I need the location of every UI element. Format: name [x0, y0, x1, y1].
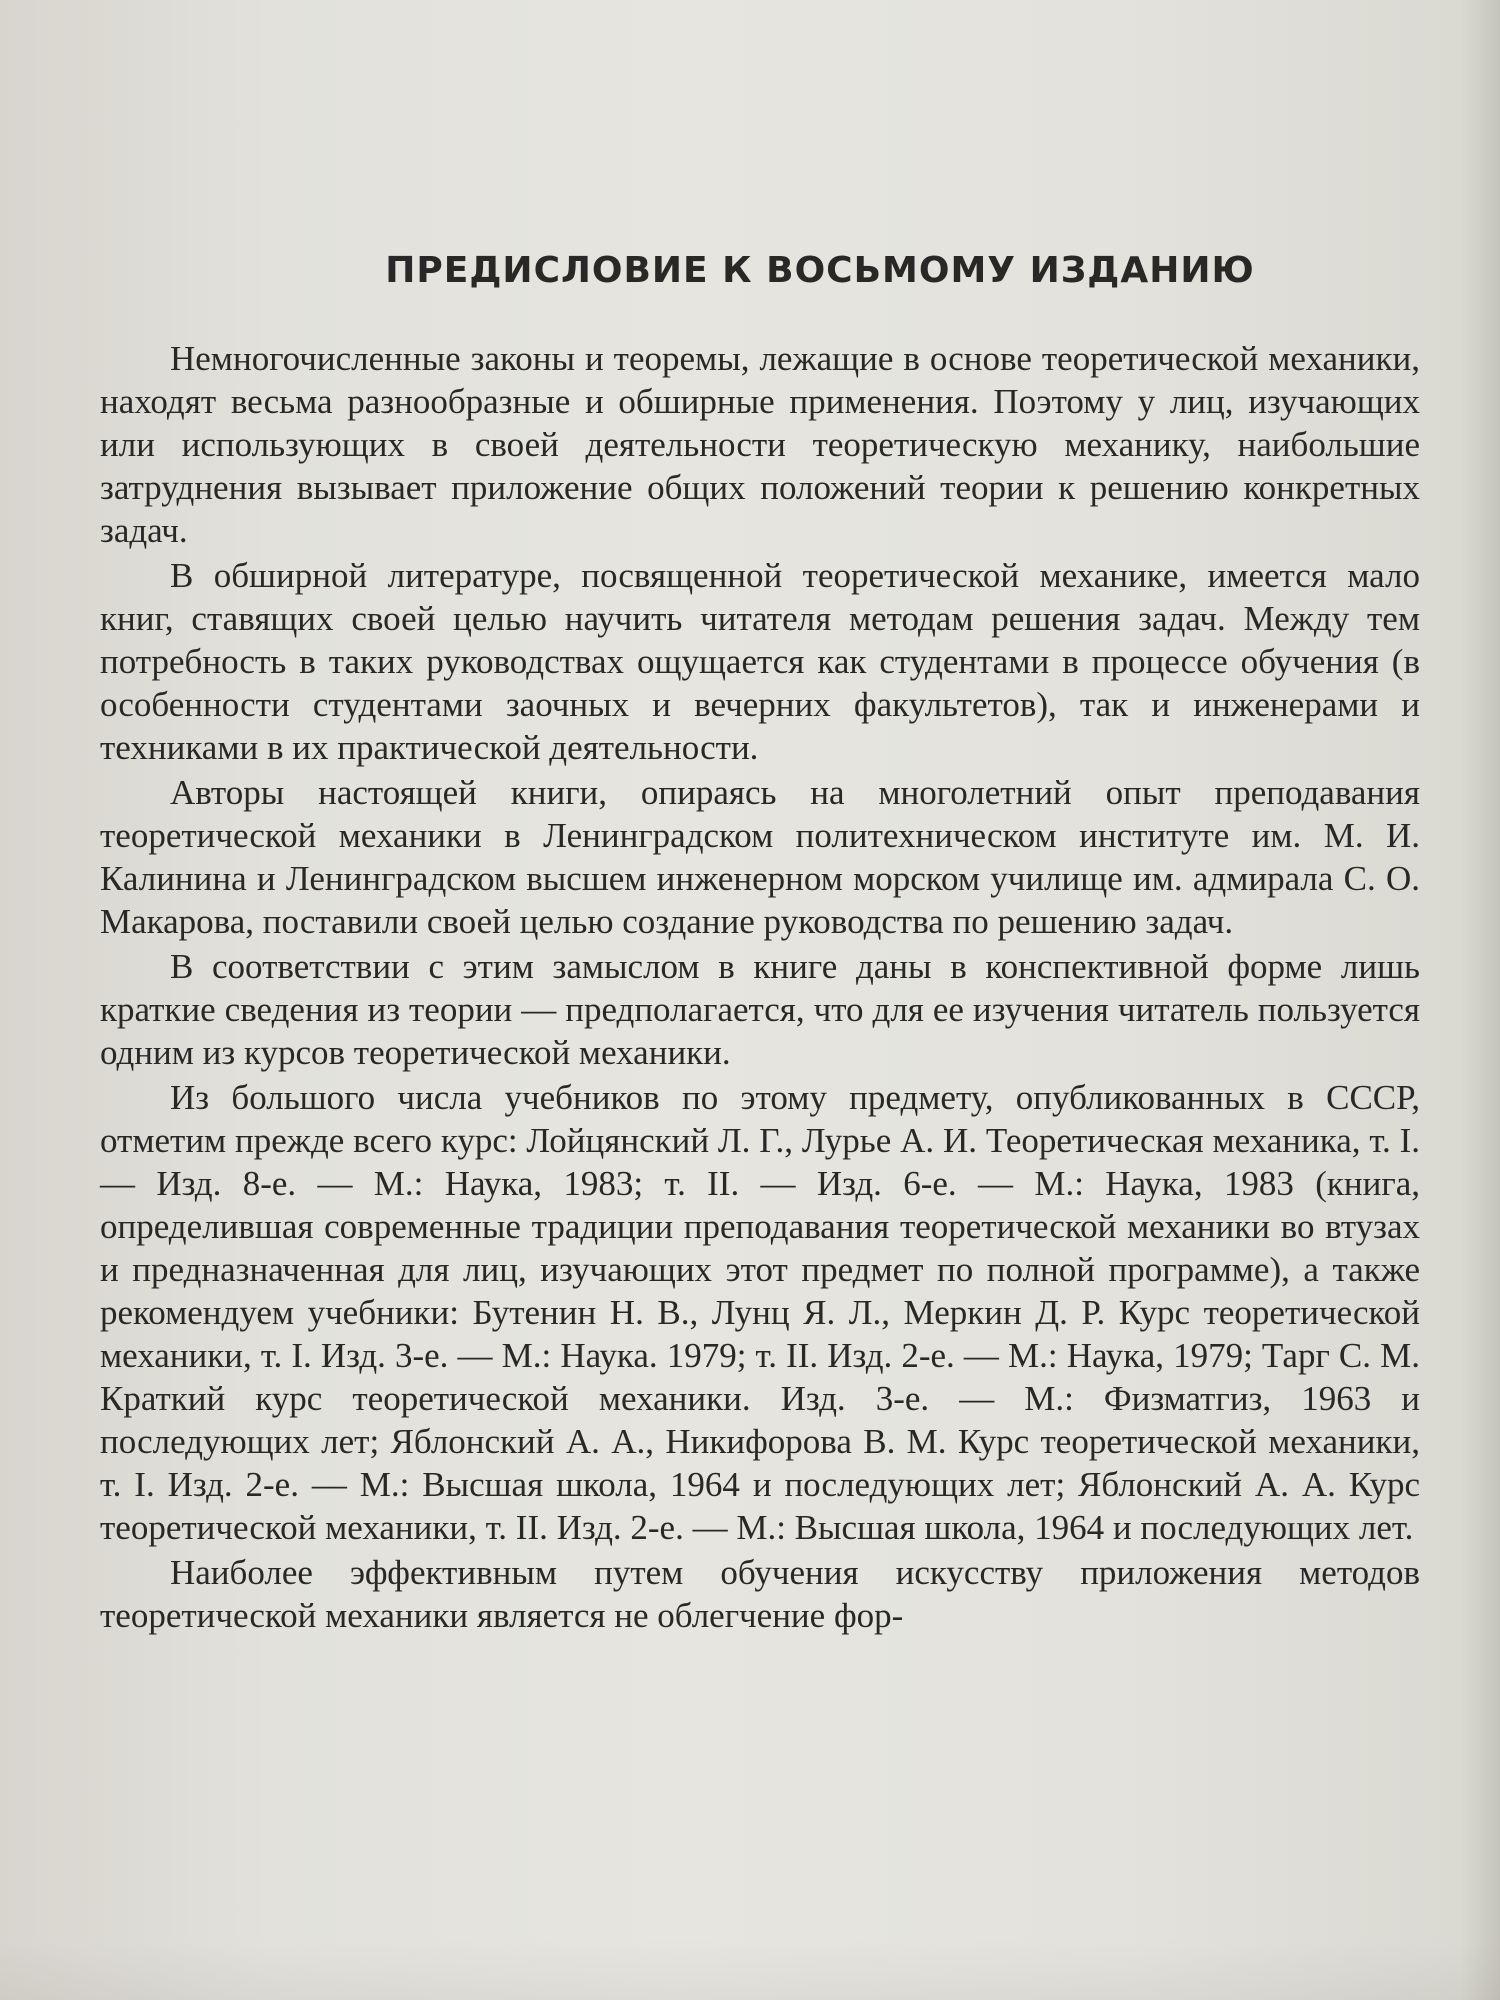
- page-text: [100, 250, 1420, 1639]
- paragraph: Авторы настоящей книги, опираясь на многолетний опыт преподавания теоретической механики в Ленинградском политехническом институте им. М. И. Калинина и Ленинградском высшем инженерном морском училище им. адмирала С. О. Макарова, поставили своей целью создание руководства по решению задач.: [100, 773, 1420, 941]
- paragraph: Наиболее эффективным путем обучения искусству приложения методов теоретической механики является не облегчение фор-: [100, 1553, 1420, 1635]
- paragraph: Немногочисленные законы и теоремы, лежащие в основе теоретической механики, находят весьма разнообразные и обширные применения. Поэтому у лиц, изучающих или использующих в своей деятельности теоретическую механику, наибольшие затруднения вызывает приложение общих положений теории к решению конкретных задач.: [100, 339, 1420, 550]
- paragraph: В соответствии с этим замыслом в книге даны в конспективной форме лишь краткие сведения из теории — предполагается, что для ее изучения читатель пользуется одним из курсов теоретической механики.: [100, 947, 1420, 1072]
- paragraph: Из большого числа учебников по этому предмету, опубликованных в СССР, отметим прежде всего курс: Лойцянский Л. Г., Лурье А. И. Теоретическая механика, т. I. — Изд. 8-е. — М.: Наука, 1983; т. II. — Изд. 6-е. — М.: Наука, 1983 (книга, определившая современные традиции преподавания теоретической механики во втузах и предназначенная для лиц, изучающих этот предмет по полной программе), а также рекомендуем учебники: Бутенин Н. В., Лунц Я. Л., Меркин Д. Р. Курс теоретической механики, т. I. Изд. 3-е. — М.: Наука. 1979; т. II. Изд. 2-е. — М.: Наука, 1979; Тарг С. М. Краткий курс теоретической механики. Изд. 3-е. — М.: Физматгиз, 1963 и последующих лет; Яблонский А. А., Никифорова В. М. Курс теоретической механики, т. I. Изд. 2-е. — М.: Высшая школа, 1964 и последующих лет; Яблонский А. А. Курс теоретической механики, т. II. Изд. 2-е. — М.: Высшая школа, 1964 и последующих лет.: [100, 1078, 1420, 1547]
- page-edge-shadow: [1460, 0, 1500, 2000]
- page-bottom-shade: [0, 1940, 1500, 2000]
- paragraph: В обширной литературе, посвященной теоретической механике, имеется мало книг, ставящих своей целью научить читателя методам решения задач. Между тем потребность в таких руководствах ощущается как студентами в процессе обучения (в особенности студентами заочных и вечерних факультетов), так и инженерами и техниками в их практической деятельности.: [100, 556, 1420, 767]
- page-title: ПРЕДИСЛОВИЕ К ВОСЬМОМУ ИЗДАНИЮ: [385, 250, 1255, 291]
